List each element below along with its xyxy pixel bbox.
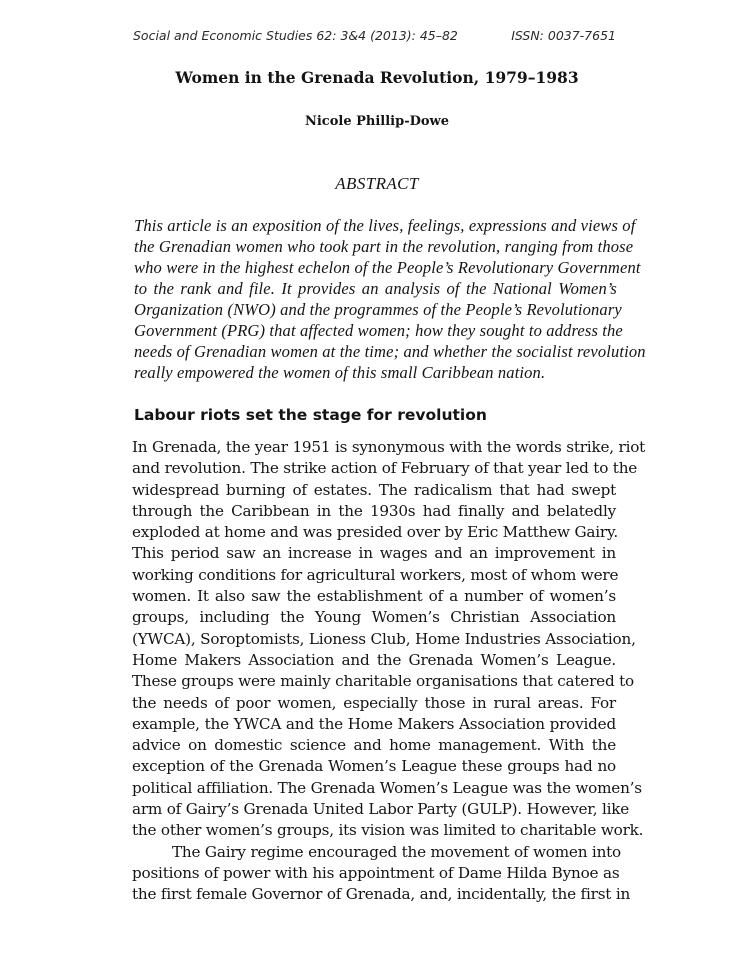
abstract-line: Government (PRG) that affected women; how they sought to address the xyxy=(134,321,623,340)
issn-number: ISSN: 0037-7651 xyxy=(511,28,616,43)
body-line: positions of power with his appointment of Dame Hilda Bynoe as xyxy=(132,863,620,882)
abstract-line: really empowered the women of this small Caribbean nation. xyxy=(134,363,546,382)
body-line: political affiliation. The Grenada Women’s League was the women’s xyxy=(132,778,642,797)
abstract-line: needs of Grenadian women at the time; and whether the socialist revolution xyxy=(134,342,646,361)
journal-citation: Social and Economic Studies 62: 3&4 (2013): 45–82 xyxy=(133,28,458,43)
body-line: exception of the Grenada Women’s League these groups had no xyxy=(132,757,616,776)
body-line: and revolution. The strike action of February of that year led to the xyxy=(132,459,638,478)
body-line: working conditions for agricultural workers, most of whom were xyxy=(132,565,619,584)
body-line: This period saw an increase in wages and an improvement in xyxy=(132,544,616,563)
body-line: widespread burning of estates. The radicalism that had swept xyxy=(132,480,616,499)
body-line: women. It also saw the establishment of a number of women’s xyxy=(132,587,616,606)
section-heading: Labour riots set the stage for revolution xyxy=(134,406,487,424)
body-line: groups, including the Young Women’s Christian Association xyxy=(132,608,616,627)
body-line: Home Makers Association and the Grenada Women’s League. xyxy=(132,650,616,669)
body-line: These groups were mainly charitable organisations that catered to xyxy=(132,672,634,691)
abstract-line: the Grenadian women who took part in the revolution, ranging from those xyxy=(134,237,634,256)
section-body xyxy=(132,437,646,906)
body-line: the needs of poor women, especially those in rural areas. For xyxy=(132,693,616,712)
body-line: the other women’s groups, its vision was limited to charitable work. xyxy=(132,821,644,840)
article-title: Women in the Grenada Revolution, 1979–1983 xyxy=(175,68,579,87)
body-line: the first female Governor of Grenada, and, incidentally, the first in xyxy=(132,885,631,904)
abstract-text xyxy=(134,215,646,383)
body-line: arm of Gairy’s Grenada United Labor Party (GULP). However, like xyxy=(132,800,630,819)
body-line: advice on domestic science and home management. With the xyxy=(132,736,616,755)
body-line: In Grenada, the year 1951 is synonymous with the words strike, riot xyxy=(132,438,646,456)
body-line: through the Caribbean in the 1930s had finally and belatedly xyxy=(132,501,616,520)
body-line: example, the YWCA and the Home Makers Association provided xyxy=(132,714,616,733)
abstract-line: who were in the highest echelon of the People’s Revolutionary Government xyxy=(134,258,641,277)
running-header xyxy=(133,28,616,48)
body-line: (YWCA), Soroptomists, Lioness Club, Home Industries Association, xyxy=(132,629,636,648)
abstract-line: Organization (NWO) and the programmes of the People’s Revolutionary xyxy=(134,300,622,319)
body-line: exploded at home and was presided over by Eric Matthew Gairy. xyxy=(132,523,618,542)
abstract-line: to the rank and file. It provides an analysis of the National Women’s xyxy=(134,279,617,298)
body-line: The Gairy regime encouraged the movement of women into xyxy=(172,842,621,861)
article-author: Nicole Phillip-Dowe xyxy=(304,114,449,129)
abstract-line: This article is an exposition of the lives, feelings, expressions and views of xyxy=(134,216,636,235)
abstract-heading: ABSTRACT xyxy=(335,174,419,193)
